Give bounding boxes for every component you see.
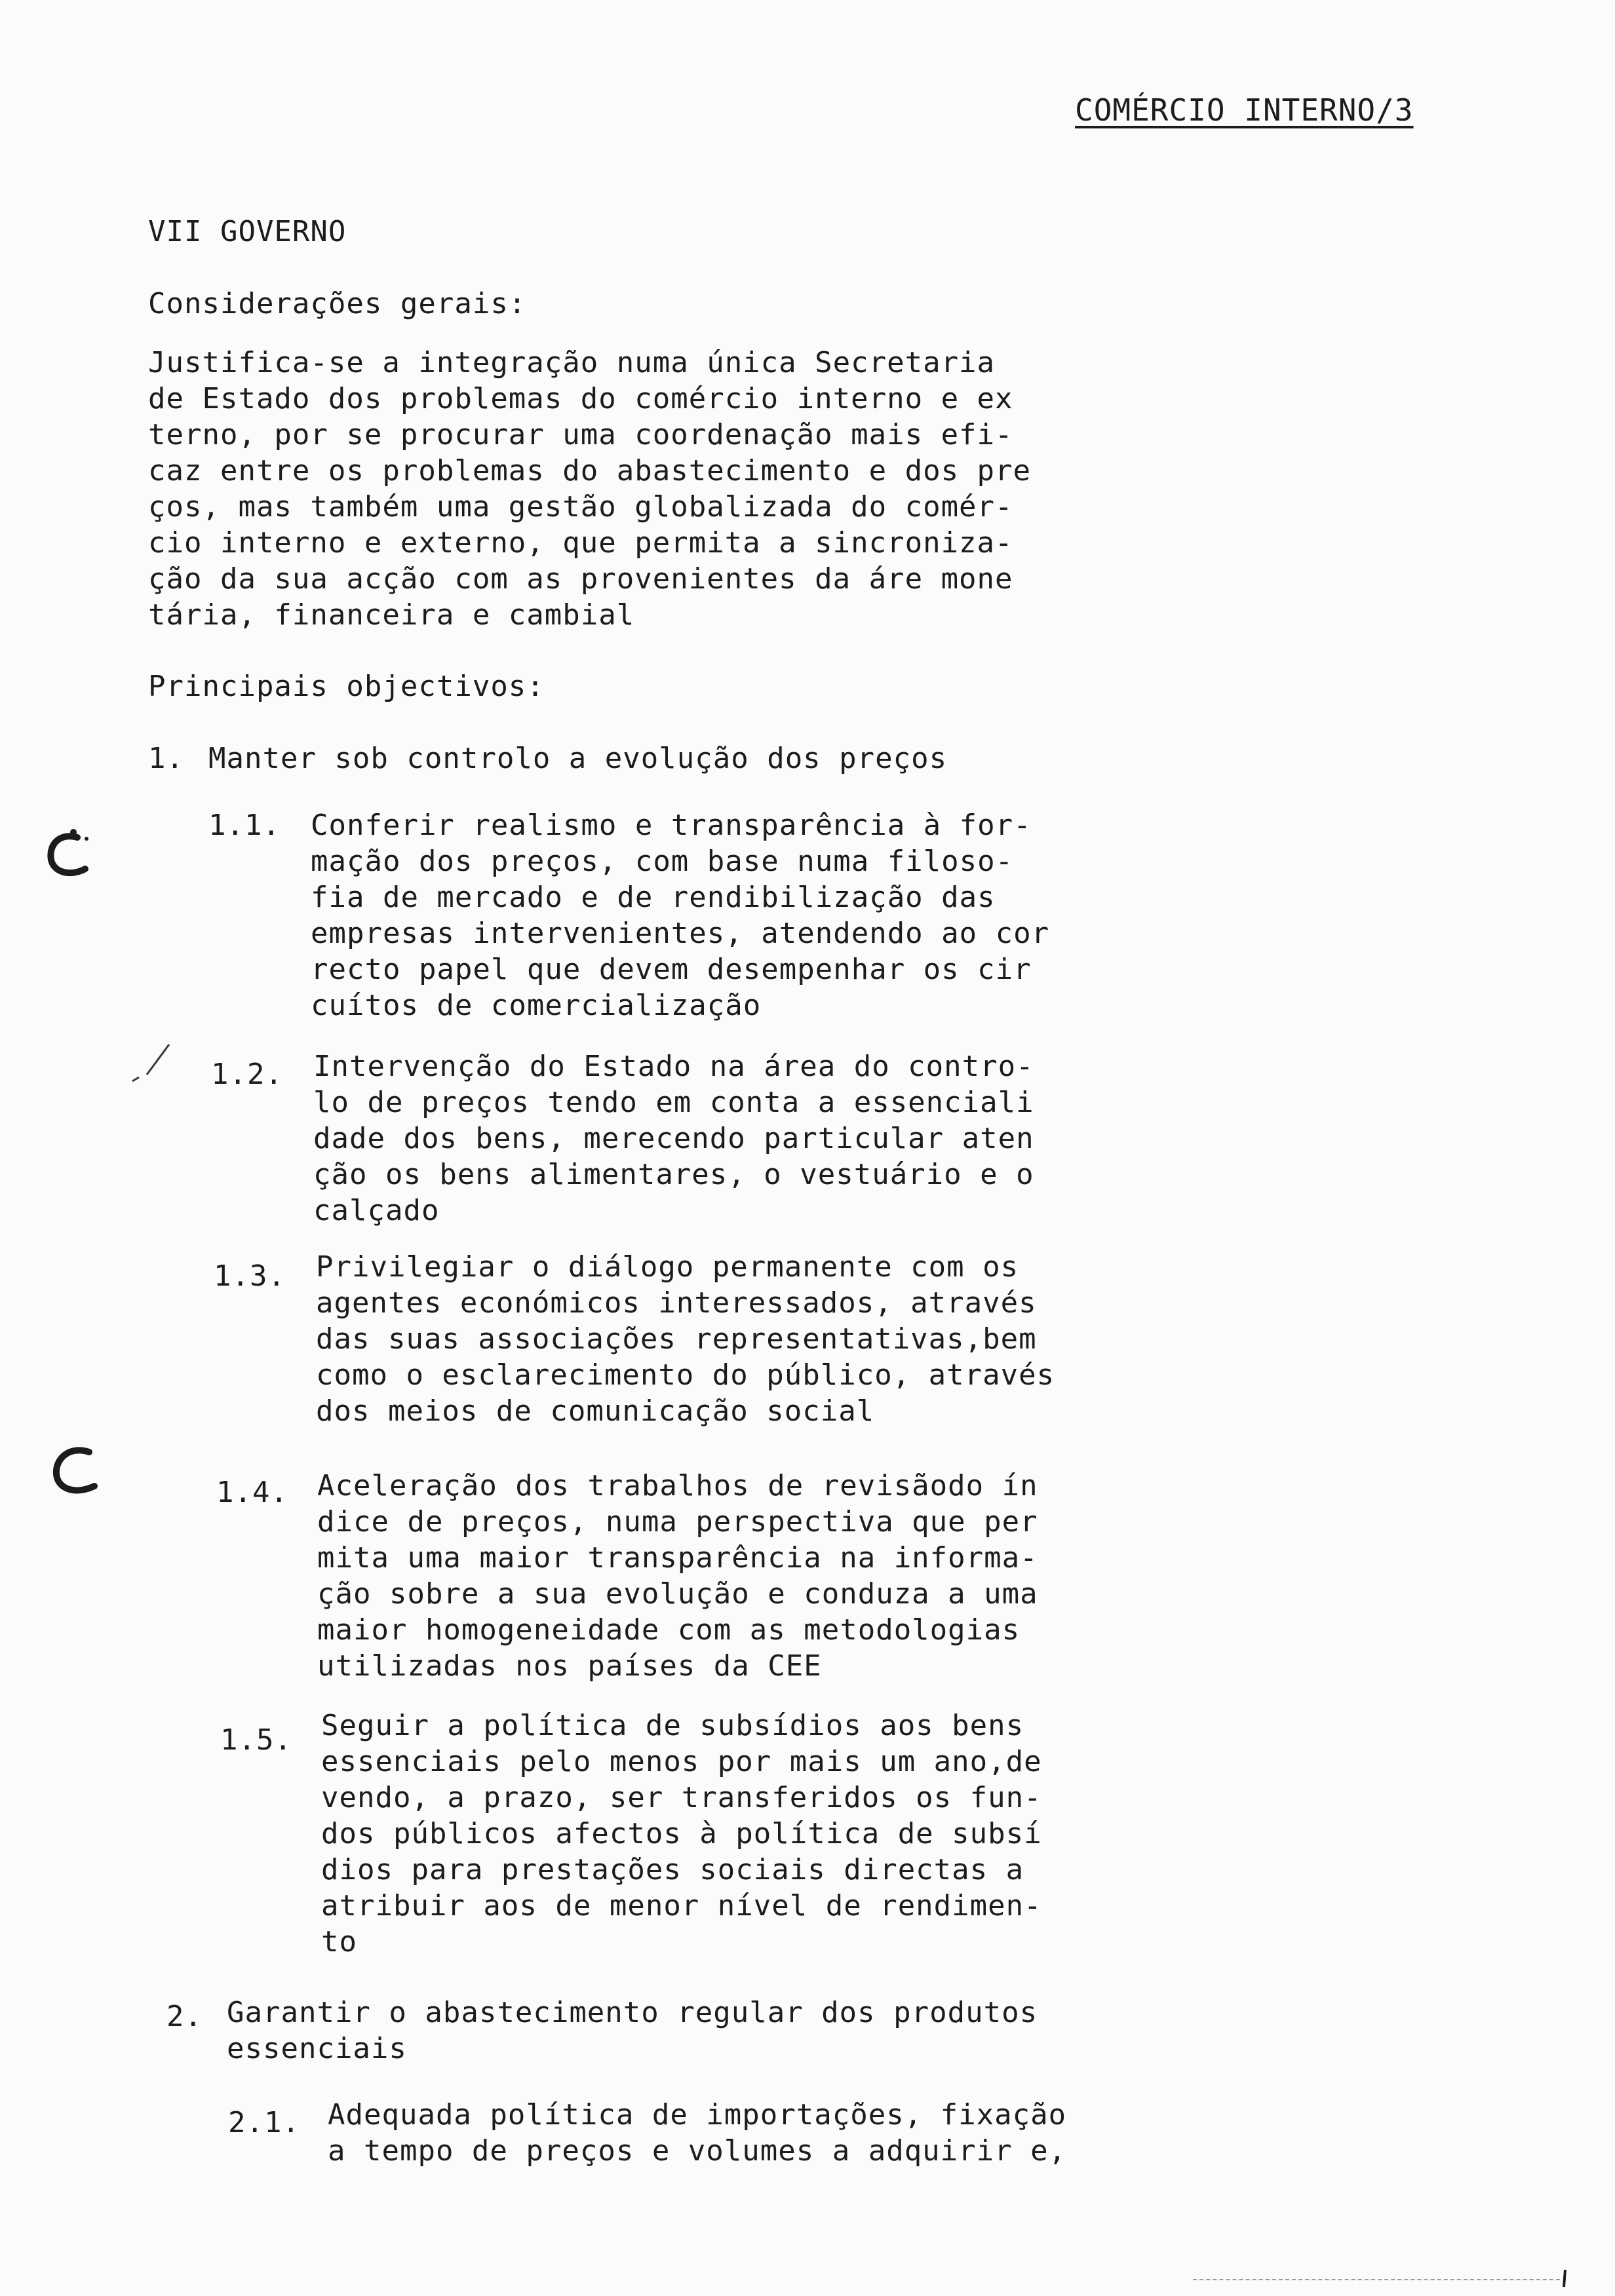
item-1-3-number: 1.3.: [214, 1259, 286, 1293]
item-2-1-number: 2.1.: [228, 2106, 300, 2139]
item-1-5-number: 1.5.: [220, 1723, 292, 1757]
objective-1-title: Manter sob controlo a evolução dos preços: [208, 742, 948, 775]
item-1-2-number: 1.2.: [211, 1058, 283, 1091]
bottom-corner-mark: [1559, 2267, 1572, 2291]
general-considerations-body: Justifica-se a integração numa única Secretaria de Estado dos problemas do comércio interno e ex terno, por se procurar uma coordenação mais efi- caz entre os problemas do abastecimento e dos pre ços, mas também uma gestão globalizada do comér- cio interno e externo, que permita a sincroniza- ção da sua acção com as provenientes da áre mone tária, financeira e cambial: [148, 346, 1032, 632]
item-1-4-text: Aceleração dos trabalhos de revisãodo ín dice de preços, numa perspectiva que per mita uma maior transparência na informa- ção sobre a sua evolução e conduza a uma maior homogeneidade com as metodologias utilizadas nos países da CEE: [317, 1469, 1038, 1683]
main-objectives-title: Principais objectivos:: [148, 670, 545, 703]
general-considerations-title: Considerações gerais:: [148, 287, 527, 320]
bottom-edge-line: [1193, 2279, 1560, 2280]
government-heading: VII GOVERNO: [148, 215, 347, 248]
objective-1-number: 1.: [148, 742, 184, 775]
item-1-1-number: 1.1.: [208, 809, 281, 842]
item-1-1-text: Conferir realismo e transparência à for- mação dos preços, com base numa filoso- fia de mercado e de rendibilização das empresas intervenientes, atendendo ao cor recto papel que devem desempenhar os cir cuítos de comercialização: [311, 809, 1050, 1022]
objective-2-title: Garantir o abastecimento regular dos produtos essenciais: [227, 1996, 1038, 2065]
item-2-1-text: Adequada política de importações, fixação a tempo de preços e volumes a adquirir e,: [328, 2098, 1067, 2168]
item-1-2-text: Intervenção do Estado na área do contro- lo de preços tendo em conta a essenciali dade dos bens, merecendo particular aten ção os bens alimentares, o vestuário e o calçado: [313, 1050, 1034, 1227]
objective-2-number: 2.: [166, 2000, 203, 2033]
item-1-4-number: 1.4.: [216, 1476, 288, 1509]
item-1-5-text: Seguir a política de subsídios aos bens essenciais pelo menos por mais um ano,de vendo, a prazo, ser transferidos os fun- dos públicos afectos à política de subsí dios para prestações sociais directas a atribuir aos de menor nível de rendimen- to: [321, 1709, 1042, 1959]
binder-hole-mark-top: [39, 813, 98, 885]
page-header: COMÉRCIO INTERNO/3: [1075, 92, 1414, 128]
pencil-check-mark: [128, 1042, 181, 1088]
binder-hole-mark-bottom: [46, 1432, 105, 1504]
item-1-3-text: Privilegiar o diálogo permanente com os agentes económicos interessados, através das suas associações representativas,bem como o esclarecimento do público, através dos meios de comunicação social: [316, 1250, 1055, 1428]
